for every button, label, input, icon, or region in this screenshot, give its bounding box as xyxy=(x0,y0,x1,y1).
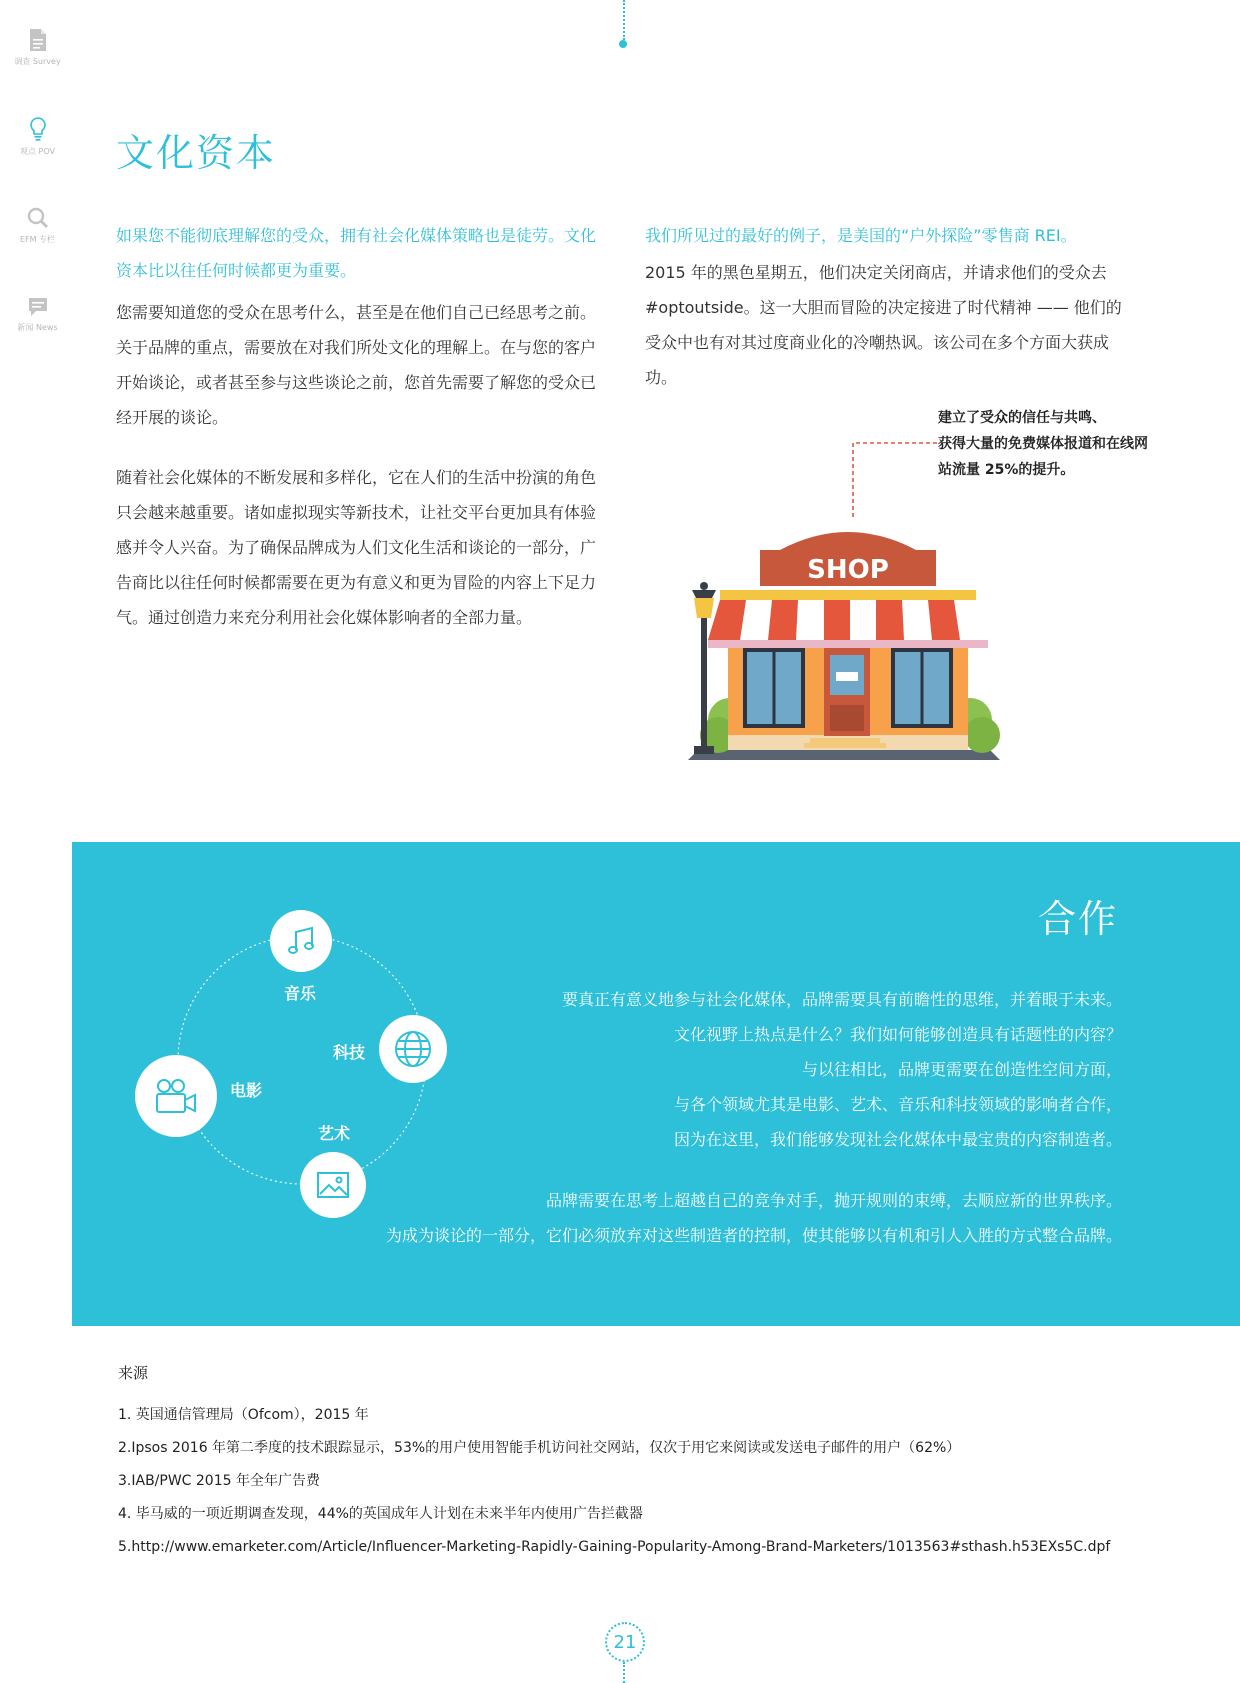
sidebar-item-efm[interactable] xyxy=(10,206,65,245)
band-line: 品牌需要在思考上超越自己的竞争对手，抛开规则的束缚，去顺应新的世界秩序。 xyxy=(545,1191,1122,1210)
right-paragraph-1: 2015 年的黑色星期五，他们决定关闭商店，并请求他们的受众去 #optoutside。这一大胆而冒险的决定接进了时代精神 —— 他们的受众中也有对其过度商业化的冷嘲热讽。该公司在多个方面大获成功。 xyxy=(645,263,1122,387)
top-dot xyxy=(619,40,627,48)
source-item: 4. 毕马威的一项近期调查发现，44%的英国成年人计划在未来半年内使用广告拦截器 xyxy=(118,1506,643,1522)
sidebar-label: EFM 专栏 xyxy=(19,235,56,244)
image-icon xyxy=(316,1170,350,1200)
film-circle xyxy=(135,1055,217,1137)
sidebar-item-pov[interactable] xyxy=(10,116,65,157)
page-number: 21 xyxy=(605,1622,645,1662)
band-paragraph-1 xyxy=(562,982,1122,1157)
sidebar-item-news[interactable] xyxy=(10,296,65,333)
shop-illustration xyxy=(680,520,1010,765)
band-line: 要真正有意义地参与社会化媒体，品牌需要具有前瞻性的思维，并着眼于未来。 xyxy=(561,990,1122,1009)
category-tech: 科技 xyxy=(333,1043,366,1062)
chat-icon xyxy=(27,296,49,318)
sidebar-label: 调查 Survey xyxy=(14,57,61,66)
category-art: 艺术 xyxy=(318,1124,351,1143)
callout-connector xyxy=(845,438,940,520)
top-dotted-line xyxy=(623,0,625,40)
search-icon xyxy=(26,206,50,230)
band-line: 与以往相比，品牌更需要在创造性空间方面， xyxy=(801,1060,1122,1079)
callout-line: 建立了受众的信任与共鸣、 xyxy=(938,410,1106,426)
lightbulb-icon xyxy=(28,116,48,142)
music-note-icon xyxy=(284,924,318,958)
band-title: 合作 xyxy=(1037,897,1118,941)
sidebar-label: 观点 POV xyxy=(20,147,55,156)
band-line: 与各个领域尤其是电影、艺术、音乐和科技领域的影响者合作， xyxy=(673,1095,1122,1114)
callout-line: 获得大量的免费媒体报道和在线网 xyxy=(938,436,1148,452)
sidebar-item-survey[interactable] xyxy=(10,28,65,67)
callout-line: 站流量 25%的提升。 xyxy=(938,462,1075,478)
bottom-dotted-line xyxy=(623,1662,625,1683)
category-music: 音乐 xyxy=(284,984,317,1003)
source-item: 2.Ipsos 2016 年第二季度的技术跟踪显示，53%的用户使用智能手机访问社交网站，仅次于用它来阅读或发送电子邮件的用户（62%） xyxy=(118,1440,961,1456)
page-title: 文化资本 xyxy=(116,131,277,175)
sources-title: 来源 xyxy=(118,1364,149,1382)
band-paragraph-2 xyxy=(386,1183,1122,1253)
source-item: 3.IAB/PWC 2015 年全年广告费 xyxy=(118,1473,320,1489)
sidebar-label: 新闻 News xyxy=(17,323,58,332)
callout-text xyxy=(938,405,1148,483)
left-intro: 如果您不能彻底理解您的受众，拥有社会化媒体策略也是徒劳。文化资本比以往任何时候都更为重要。 xyxy=(116,226,597,280)
document-icon xyxy=(28,28,48,52)
source-item: 1. 英国通信管理局（Ofcom），2015 年 xyxy=(118,1407,369,1423)
band-line: 为成为谈论的一部分，它们必须放弃对这些制造者的控制，使其能够以有机和引人入胜的方式整合品牌。 xyxy=(385,1226,1122,1245)
band-line: 因为在这里，我们能够发现社会化媒体中最宝贵的内容制造者。 xyxy=(673,1130,1122,1149)
source-link[interactable]: 5.http://www.emarketer.com/Article/Influencer-Marketing-Rapidly-Gaining-Popularity-Among-Brand-Marketers/1013563#sthash.h53EXs5C.dpf xyxy=(118,1539,1111,1555)
category-film: 电影 xyxy=(230,1081,263,1100)
art-circle xyxy=(300,1152,366,1218)
video-camera-icon xyxy=(154,1076,198,1116)
right-intro: 我们所见过的最好的例子，是美国的“户外探险”零售商 REI。 xyxy=(645,226,1077,245)
left-paragraph-1: 您需要知道您的受众在思考什么，甚至是在他们自己已经思考之前。关于品牌的重点，需要放在对我们所处文化的理解上。在与您的客户开始谈论，或者甚至参与这些谈论之前，您首先需要了解您的受众已经开展的谈论。 xyxy=(116,303,597,427)
music-circle xyxy=(270,910,332,972)
shop-sign-text: SHOP xyxy=(807,555,889,585)
globe-icon xyxy=(392,1028,434,1070)
tech-circle xyxy=(379,1015,447,1083)
band-line: 文化视野上热点是什么？我们如何能够创造具有话题性的内容？ xyxy=(673,1025,1122,1044)
left-paragraph-2: 随着社会化媒体的不断发展和多样化，它在人们的生活中扮演的角色只会越来越重要。诸如虚拟现实等新技术，让社交平台更加具有体验感并令人兴奋。为了确保品牌成为人们文化生活和谈论的一部分，广告商比以往任何时候都需要在更为有意义和更为冒险的内容上下足力气。通过创造力来充分利用社会化媒体影响者的全部力量。 xyxy=(116,468,597,627)
